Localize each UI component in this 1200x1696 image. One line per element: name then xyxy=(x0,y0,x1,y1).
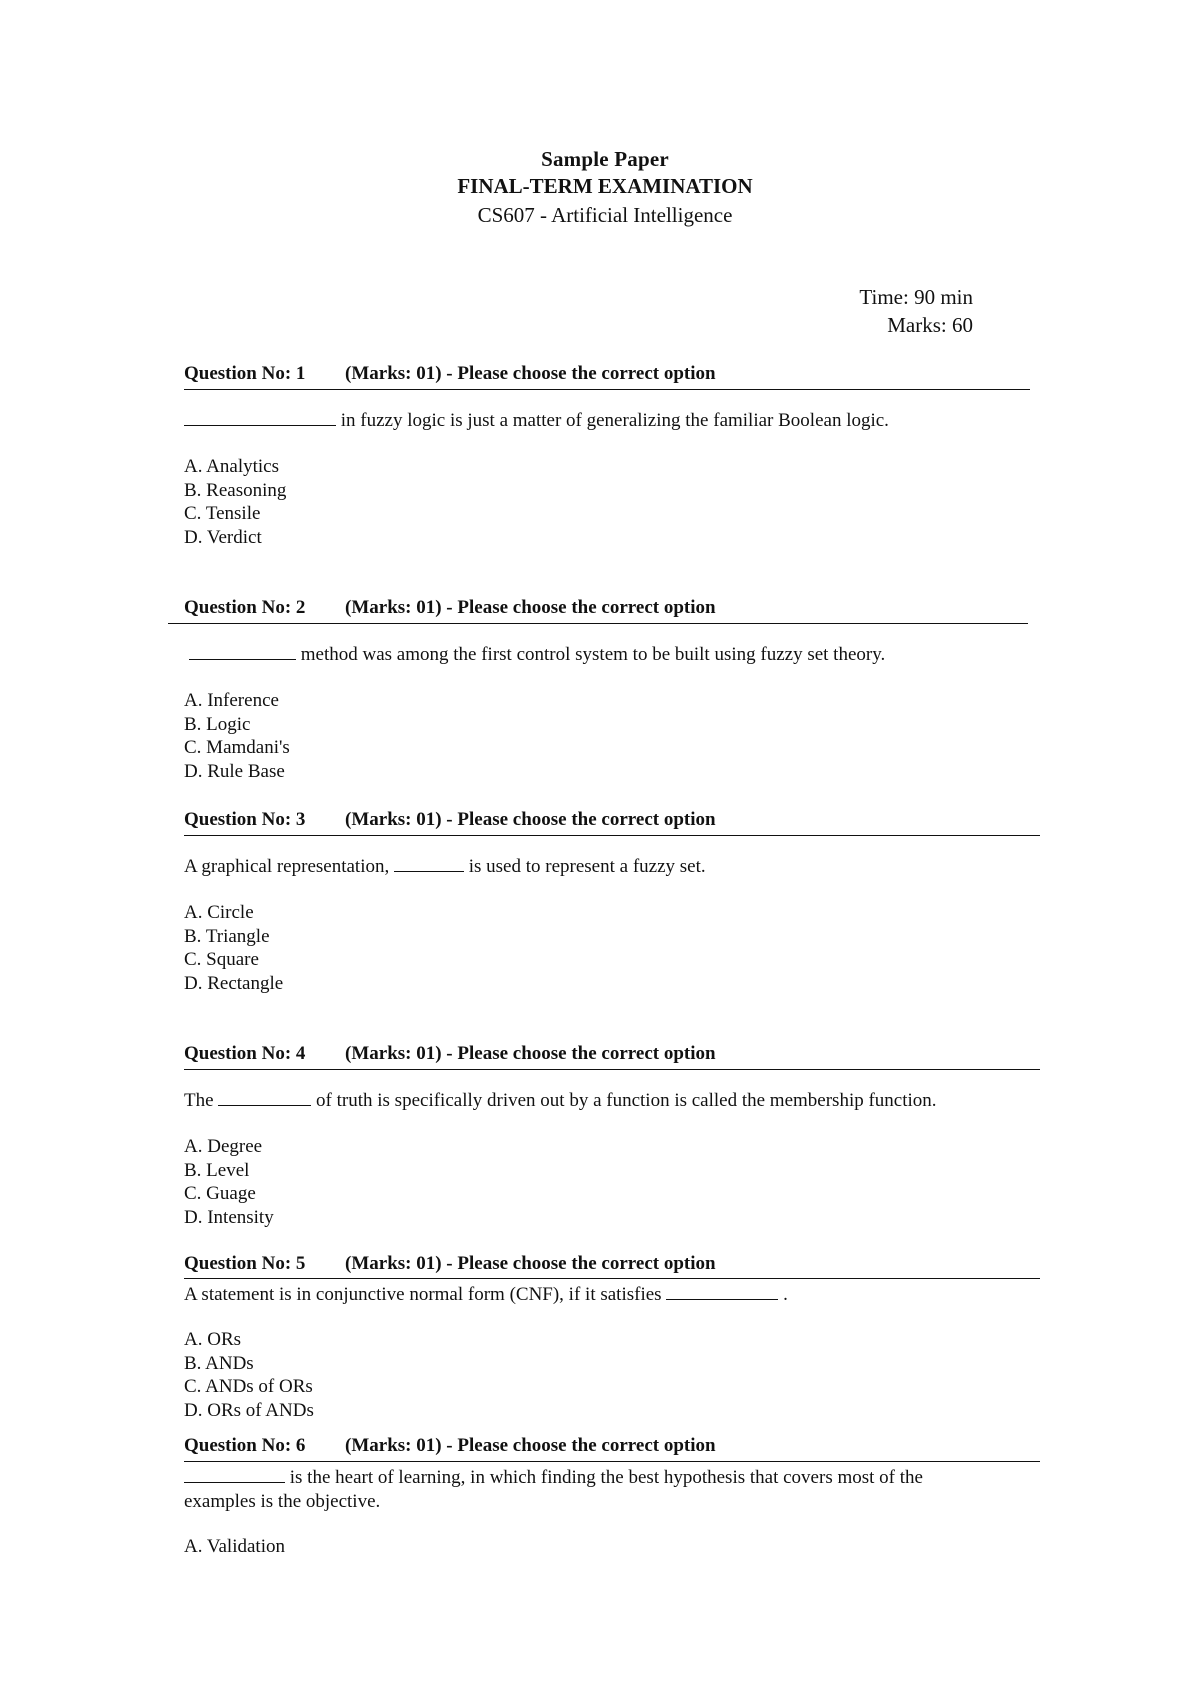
time-limit: Time: 90 min xyxy=(859,285,973,309)
option-c: C. Tensile xyxy=(184,503,261,524)
question-text: in fuzzy logic is just a matter of generalizing the familiar Boolean logic. xyxy=(184,409,1004,433)
option-c: C. Mamdani's xyxy=(184,737,290,758)
question-number: Question No: 4 xyxy=(184,1043,306,1064)
answer-blank xyxy=(666,1283,778,1300)
option-list xyxy=(184,1135,274,1229)
option-d: D. ORs of ANDs xyxy=(184,1399,314,1421)
question-heading xyxy=(184,809,716,831)
option-d: D. Rectangle xyxy=(184,972,284,994)
question-divider xyxy=(184,1278,1040,1279)
question-number: Question No: 6 xyxy=(184,1435,306,1456)
option-b: B. Level xyxy=(184,1159,250,1181)
total-marks: Marks: 60 xyxy=(887,313,973,337)
question-marks: (Marks: 01) - Please choose the correct option xyxy=(345,1253,716,1274)
option-list xyxy=(184,1535,285,1559)
exam-header xyxy=(0,146,1200,230)
option-d: D. Intensity xyxy=(184,1206,274,1228)
question-number: Question No: 1 xyxy=(184,363,306,384)
question-marks: (Marks: 01) - Please choose the correct option xyxy=(345,809,716,830)
option-a: A. Inference xyxy=(184,690,279,711)
question-divider xyxy=(168,623,1028,624)
option-list xyxy=(184,689,290,783)
option-b: B. Reasoning xyxy=(184,479,287,501)
question-text: The of truth is specifically driven out by a function is called the membership function. xyxy=(184,1090,937,1111)
option-a: A. Circle xyxy=(184,902,254,923)
option-a: A. Degree xyxy=(184,1136,263,1157)
answer-blank xyxy=(394,855,464,872)
question-number: Question No: 2 xyxy=(184,597,306,618)
answer-blank xyxy=(218,1089,311,1106)
option-d: D. Verdict xyxy=(184,526,262,548)
question-marks: (Marks: 01) - Please choose the correct option xyxy=(345,597,716,618)
question-heading xyxy=(184,597,716,619)
exam-meta xyxy=(859,283,973,339)
question-text: is the heart of learning, in which finding the best hypothesis that covers most of the examples is the objective. xyxy=(184,1467,923,1512)
question-divider xyxy=(184,1069,1040,1070)
question-text: A statement is in conjunctive normal form (CNF), if it satisfies . xyxy=(184,1284,788,1305)
course-title: CS607 - Artificial Intelligence xyxy=(477,203,733,227)
question-marks: (Marks: 01) - Please choose the correct option xyxy=(345,1043,716,1064)
question-heading xyxy=(184,363,716,385)
question-text: method was among the first control system to be built using fuzzy set theory. xyxy=(189,643,1009,667)
question-heading xyxy=(184,1043,716,1065)
question-heading xyxy=(184,1253,716,1275)
option-c: C. ANDs of ORs xyxy=(184,1376,313,1397)
answer-blank xyxy=(184,1466,285,1483)
option-b: B. ANDs xyxy=(184,1352,254,1374)
option-list xyxy=(184,1328,314,1422)
question-heading xyxy=(184,1435,716,1457)
option-b: B. Triangle xyxy=(184,925,270,947)
option-a: A. ORs xyxy=(184,1329,242,1350)
exam-title: FINAL-TERM EXAMINATION xyxy=(457,174,753,198)
option-a: A. Validation xyxy=(184,1536,285,1557)
question-text: A graphical representation, is used to represent a fuzzy set. xyxy=(184,856,706,877)
option-a: A. Analytics xyxy=(184,456,279,477)
question-number: Question No: 3 xyxy=(184,809,306,830)
answer-blank xyxy=(184,409,336,426)
question-divider xyxy=(184,1461,1040,1462)
question-divider xyxy=(184,835,1040,836)
option-c: C. Square xyxy=(184,949,259,970)
answer-blank xyxy=(189,643,296,660)
question-number: Question No: 5 xyxy=(184,1253,306,1274)
option-d: D. Rule Base xyxy=(184,760,285,782)
option-b: B. Logic xyxy=(184,713,251,735)
option-list xyxy=(184,455,286,549)
question-marks: (Marks: 01) - Please choose the correct option xyxy=(345,363,716,384)
question-marks: (Marks: 01) - Please choose the correct option xyxy=(345,1435,716,1456)
paper-title: Sample Paper xyxy=(541,147,669,171)
option-c: C. Guage xyxy=(184,1183,256,1204)
option-list xyxy=(184,901,283,995)
question-divider xyxy=(184,389,1030,390)
